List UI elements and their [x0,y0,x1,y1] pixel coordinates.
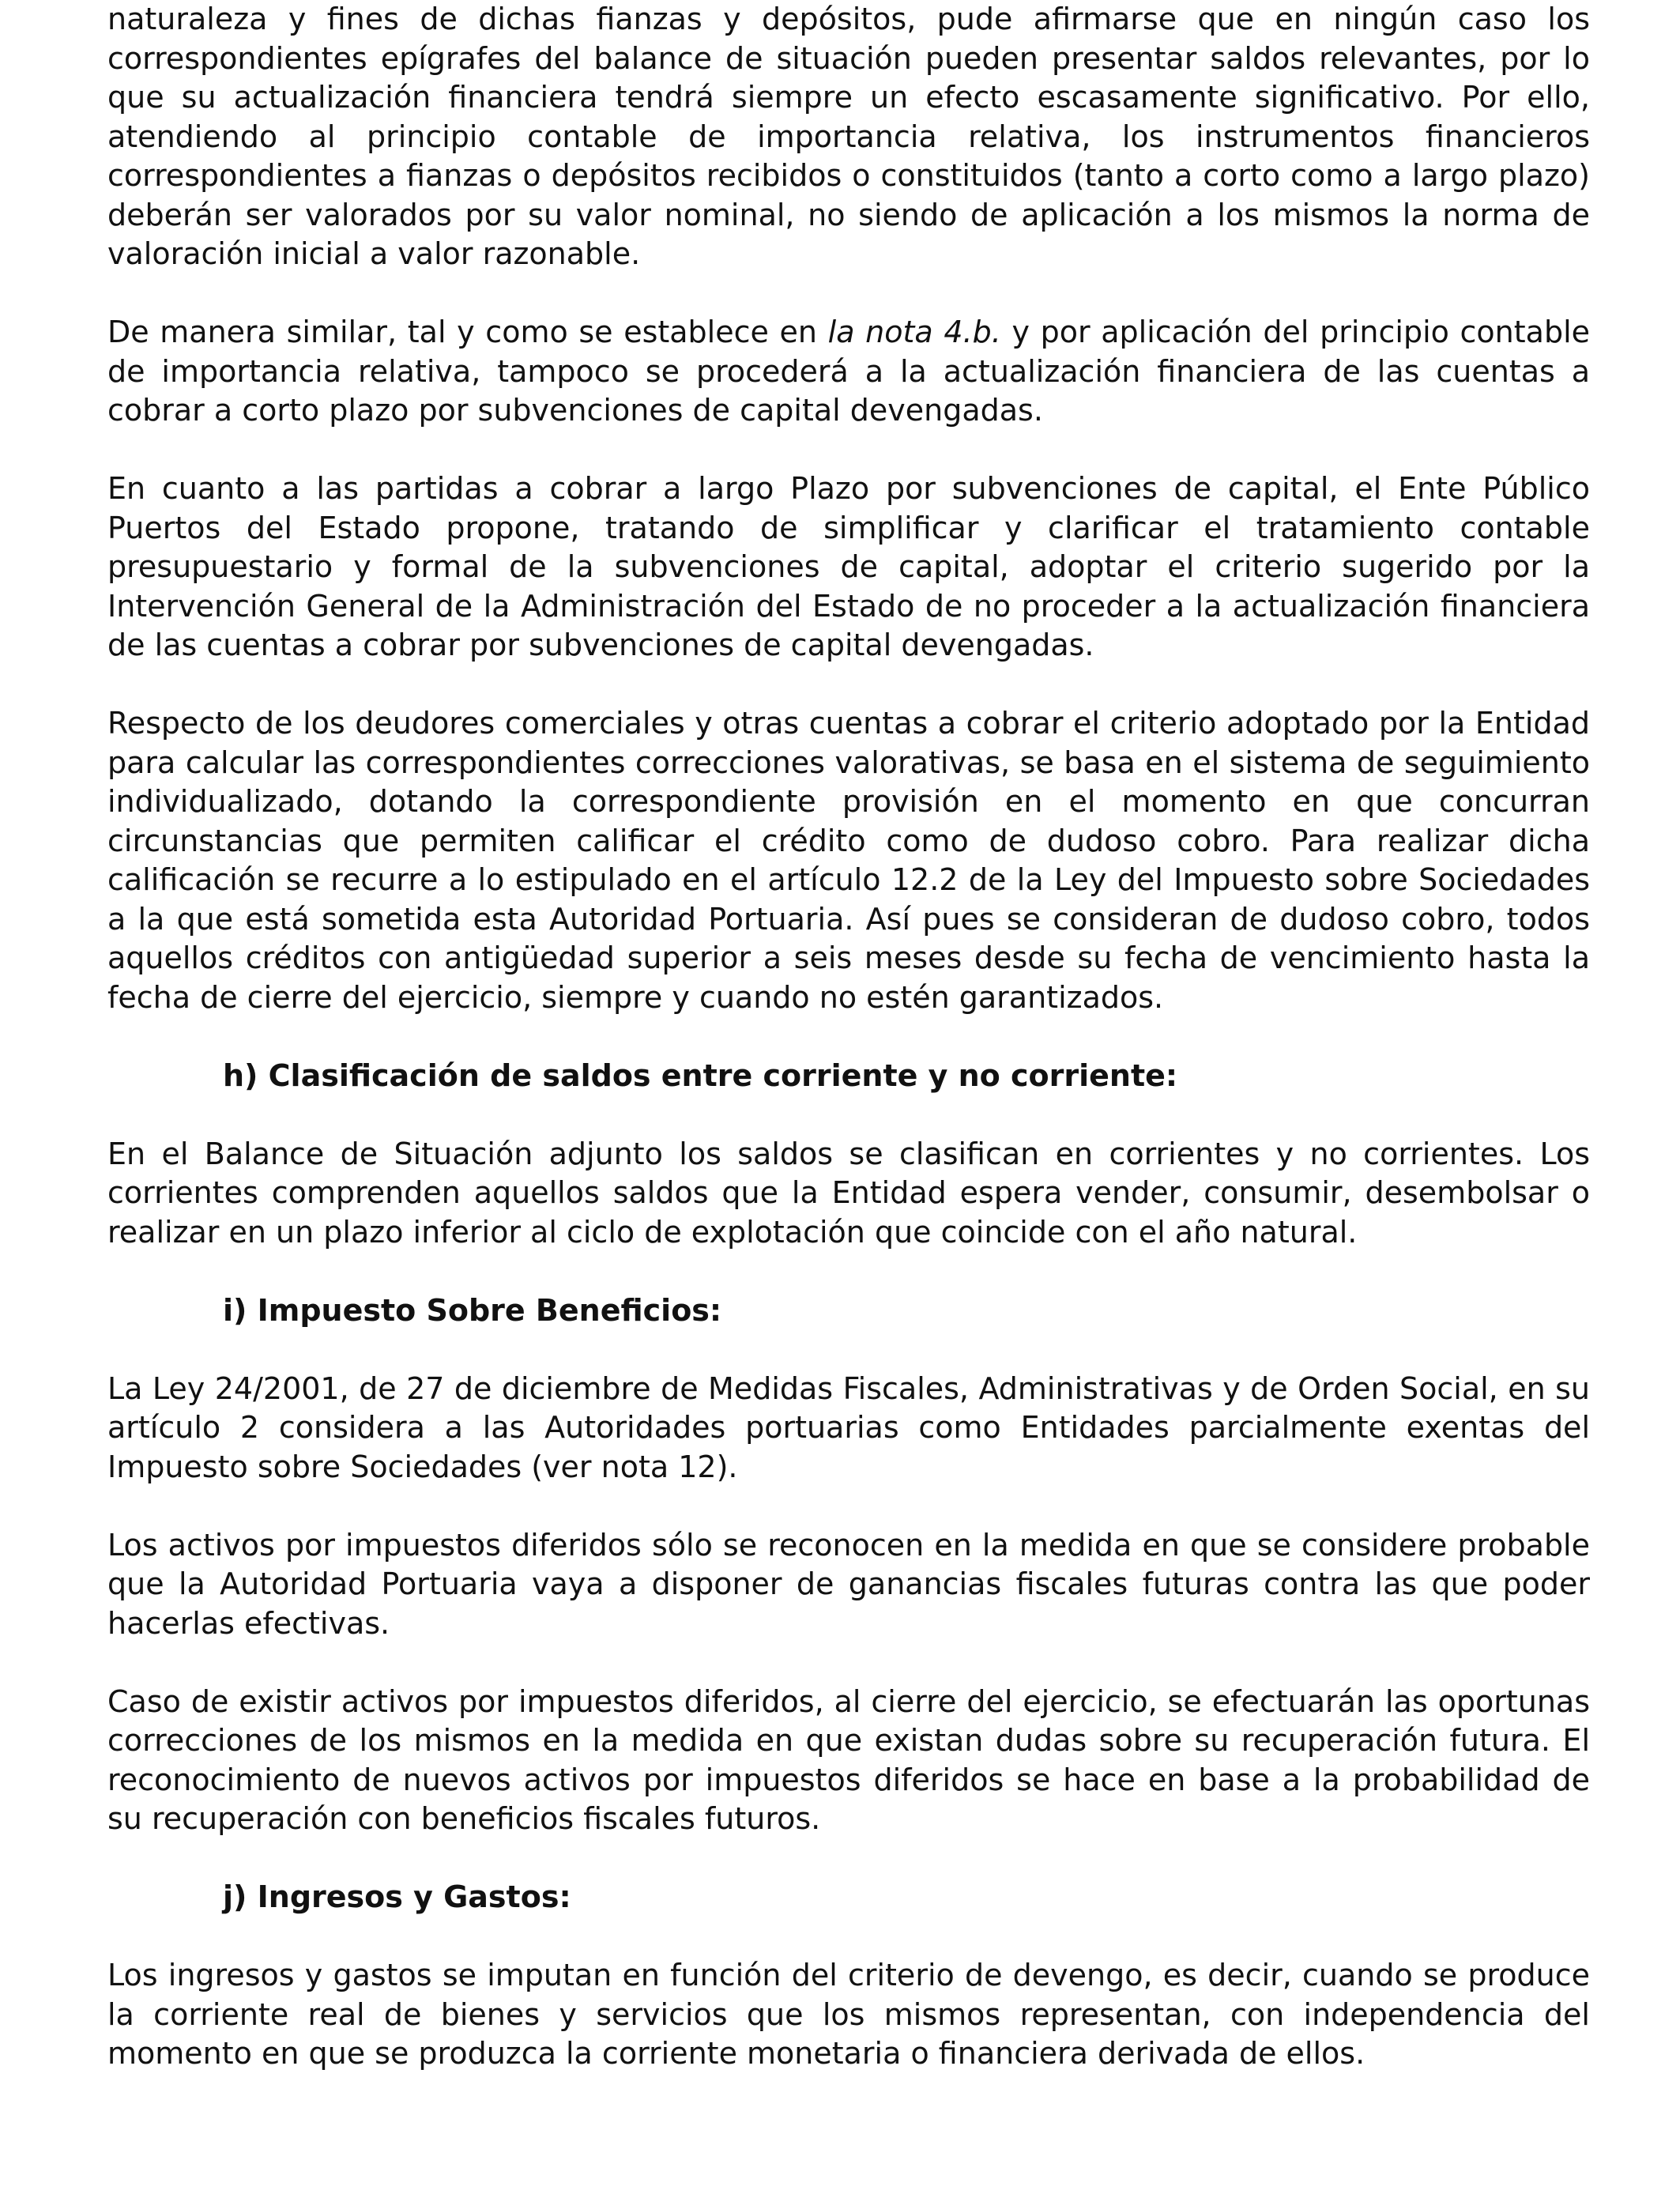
paragraph-ley-24-2001: La Ley 24/2001, de 27 de diciembre de Medidas Fiscales, Administrativas y de Orden Social, en su artículo 2 considera a las Autoridades portuarias como Entidades parcialmente exentas del Impuesto sobre Sociedades (ver nota 12). [107,1370,1590,1484]
paragraph-correcciones-activos: Caso de existir activos por impuestos diferidos, al cierre del ejercicio, se efectuarán las oportunas correcciones de los mismos en la medida en que existan dudas sobre su recuperación futura. El reconocimiento de nuevos activos por impuestos diferidos se hace en base a la probabilidad de su recuperación con beneficios fiscales futuros. [107,1683,1590,1836]
section-heading-i: i) Impuesto Sobre Beneficios: [223,1292,722,1328]
paragraph-largo-plazo-subvenciones: En cuanto a las partidas a cobrar a largo Plazo por subvenciones de capital, el Ente Público Puertos del Estado propone, tratando de simplificar y clarificar el tratamiento contable presupuestario y formal de la subvenciones de capital, adoptar el criterio sugerido por la Intervención General de la Administración del Estado de no proceder a la actualización financiera de las cuentas a cobrar por subvenciones de capital devengadas. [107,471,1590,662]
document-page [107,0,1590,2113]
paragraph-balance-situacion: En el Balance de Situación adjunto los saldos se clasifican en corrientes y no corrientes. Los corrientes comprenden aquellos saldos que la Entidad espera vender, consumir, desembolsar o realizar en un plazo inferior al ciclo de explotación que coincide con el año natural. [107,1136,1590,1250]
paragraph-activos-impuestos-diferidos: Los activos por impuestos diferidos sólo se reconocen en la medida en que se considere probable que la Autoridad Portuaria vaya a disponer de ganancias fiscales futuras contra las que poder hacerlas efectivas. [107,1527,1590,1641]
section-heading-j: j) Ingresos y Gastos: [223,1879,571,1914]
paragraph-nota-4b-start: De manera similar, tal y como se establece en [107,315,828,349]
paragraph-fianzas-depositos: naturaleza y fines de dichas fianzas y depósitos, pude afirmarse que en ningún caso los correspondientes epígrafes del balance de situación pueden presentar saldos relevantes, por lo que su actualización financiera tendrá siempre un efecto escasamente significativo. Por ello, atendiendo al principio contable de importancia relativa, los instrumentos financieros correspondientes a fianzas o depósitos recibidos o constituidos (tanto a corto como a largo plazo) deberán ser valorados por su valor nominal, no siendo de aplicación a los mismos la norma de valoración inicial a valor razonable. [107,2,1590,271]
paragraph-ingresos-gastos: Los ingresos y gastos se imputan en función del criterio de devengo, es decir, cuando se produce la corriente real de bienes y servicios que los mismos representan, con independencia del momento en que se produzca la corriente monetaria o financiera derivada de ellos. [107,1958,1590,2071]
nota-4b-reference: la nota 4.b. [827,315,1001,349]
section-heading-h: h) Clasificación de saldos entre corriente y no corriente: [223,1057,1178,1093]
paragraph-deudores-comerciales: Respecto de los deudores comerciales y otras cuentas a cobrar el criterio adoptado por la Entidad para calcular las correspondientes correcciones valorativas, se basa en el sistema de seguimiento individualizado, dotando la correspondiente provisión en el momento en que concurran circunstancias que permiten calificar el crédito como de dudoso cobro. Para realizar dicha calificación se recurre a lo estipulado en el artículo 12.2 de la Ley del Impuesto sobre Sociedades a la que está sometida esta Autoridad Portuaria. Así pues se consideran de dudoso cobro, todos aquellos créditos con antigüedad superior a seis meses desde su fecha de vencimiento hasta la fecha de cierre del ejercicio, siempre y cuando no estén garantizados. [107,706,1590,1015]
paragraph-nota-4b-end: y por aplicación del principio contable de importancia relativa, tampoco se procederá a la actualización financiera de las cuentas a cobrar a corto plazo por subvenciones de capital devengadas. [107,315,1591,428]
paragraph-nota-4b [107,313,1590,431]
